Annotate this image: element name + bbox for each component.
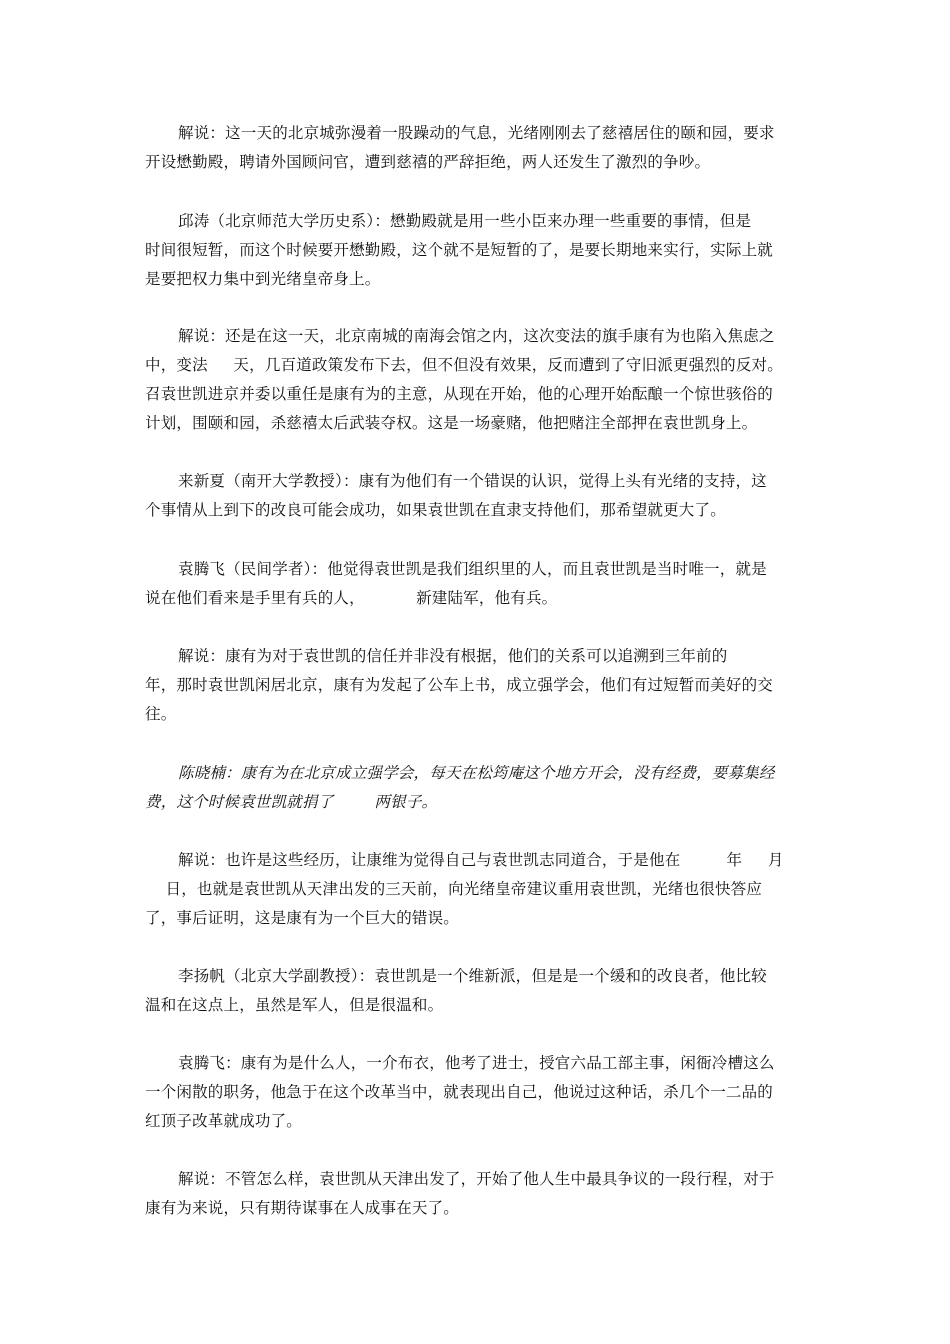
text-line: 李扬帆（北京大学副教授）：袁世凯是一个维新派，但是是一个缓和的改良者，他比较 bbox=[178, 967, 767, 985]
paragraph-5 bbox=[145, 555, 810, 613]
text-line: 红顶子改革就成功了。 bbox=[145, 1112, 303, 1130]
text-line: 往。 bbox=[145, 705, 177, 723]
text-line: 计划，围颐和园，杀慈禧太后武装夺权。这是一场豪赌，他把赌注全部押在袁世凯身上。 bbox=[145, 414, 758, 432]
paragraph-3 bbox=[145, 322, 810, 438]
text-line: 温和在这点上，虽然是军人，但是很温和。 bbox=[145, 996, 444, 1014]
text-line: 中，变法 天，几百道政策发布下去，但不但没有效果，反而遭到了守旧派更强烈的反对。 bbox=[145, 356, 783, 374]
text-line: 日，也就是袁世凯从天津出发的三天前，向光绪皇帝建议重用袁世凯，光绪也很快答应 bbox=[145, 880, 763, 898]
text-line: 袁腾飞：康有为是什么人，一介布衣，他考了进士，授官六品工部主事，闲衙冷槽这么 bbox=[178, 1054, 775, 1072]
text-line: 了，事后证明，这是康有为一个巨大的错误。 bbox=[145, 909, 460, 927]
text-line: 一个闲散的职务，他急于在这个改革当中，就表现出自己，他说过这种话，杀几个一二品的 bbox=[145, 1083, 774, 1101]
paragraph-10 bbox=[145, 1049, 810, 1136]
text-line: 是要把权力集中到光绪皇帝身上。 bbox=[145, 270, 381, 288]
paragraph-2 bbox=[145, 207, 810, 294]
text-line: 解说：这一天的北京城弥漫着一股躁动的气息，光绪刚刚去了慈禧居住的颐和园，要求 bbox=[178, 124, 775, 142]
paragraph-7 bbox=[145, 759, 810, 817]
text-line: 康有为来说，只有期待谋事在人成事在天了。 bbox=[145, 1199, 460, 1217]
text-line: 解说：也许是这些经历，让康维为觉得自己与袁世凯志同道合，于是他在 年 月 bbox=[178, 851, 784, 869]
text-line: 费，这个时候袁世凯就捐了 两银子。 bbox=[145, 793, 438, 811]
text-line: 时间很短暂，而这个时候要开懋勤殿，这个就不是短暂的了，是要长期地来实行，实际上就 bbox=[145, 241, 774, 259]
text-line: 召袁世凯进京并委以重任是康有为的主意，从现在开始，他的心理开始酝酿一个惊世骇俗的 bbox=[145, 385, 774, 403]
text-line: 解说：康有为对于袁世凯的信任并非没有根据，他们的关系可以追溯到三年前的 bbox=[178, 647, 728, 665]
text-line: 邱涛（北京师范大学历史系）：懋勤殿就是用一些小臣来办理一些重要的事情，但是 bbox=[178, 212, 752, 230]
text-line: 说在他们看来是手里有兵的人， 新建陆军，他有兵。 bbox=[145, 589, 558, 607]
paragraph-6 bbox=[145, 642, 810, 729]
text-line: 解说：不管怎么样，袁世凯从天津出发了，开始了他人生中最具争议的一段行程，对于 bbox=[178, 1170, 775, 1188]
text-line: 陈晓楠：康有为在北京成立强学会，每天在松筠庵这个地方开会，没有经费，要募集经 bbox=[178, 764, 775, 782]
paragraph-11 bbox=[145, 1165, 810, 1223]
text-line: 解说：还是在这一天，北京南城的南海会馆之内，这次变法的旗手康有为也陷入焦虑之 bbox=[178, 327, 775, 345]
text-line: 来新夏（南开大学教授）：康有为他们有一个错误的认识，觉得上头有光绪的支持，这 bbox=[178, 472, 767, 490]
paragraph-1 bbox=[145, 119, 810, 177]
paragraph-9 bbox=[145, 962, 810, 1020]
paragraph-8 bbox=[145, 846, 810, 933]
text-line: 个事情从上到下的改良可能会成功，如果袁世凯在直隶支持他们，那希望就更大了。 bbox=[145, 501, 726, 519]
text-line: 年，那时袁世凯闲居北京，康有为发起了公车上书，成立强学会，他们有过短暂而美好的交 bbox=[145, 676, 774, 694]
text-line: 袁腾飞（民间学者）：他觉得袁世凯是我们组织里的人，而且袁世凯是当时唯一，就是 bbox=[178, 560, 767, 578]
paragraph-4 bbox=[145, 467, 810, 525]
text-line: 开设懋勤殿，聘请外国顾问官，遭到慈禧的严辞拒绝，两人还发生了激烈的争吵。 bbox=[145, 153, 711, 171]
